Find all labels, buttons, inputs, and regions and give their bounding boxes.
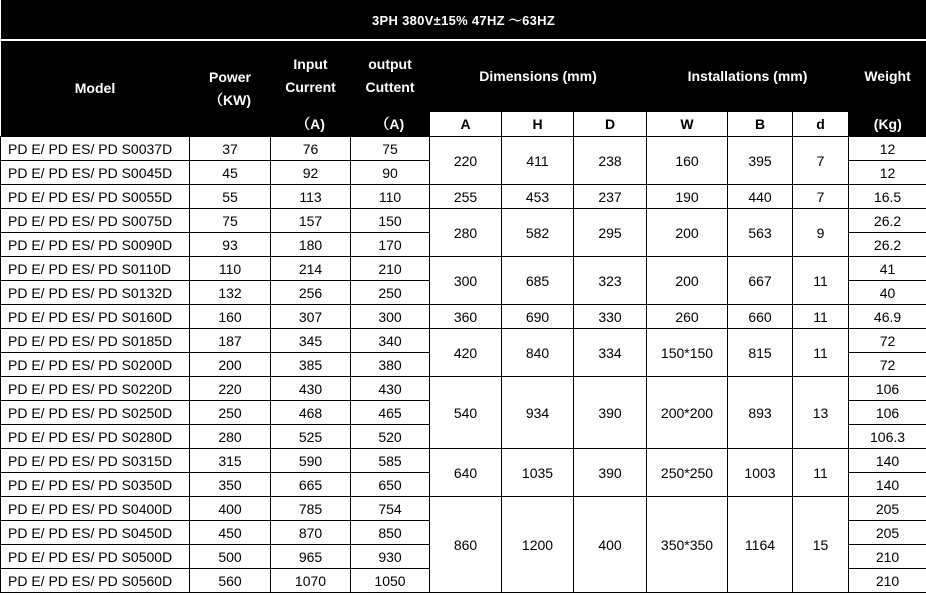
dim-a-cell: 360: [430, 305, 502, 329]
spec-body: [1, 137, 926, 593]
table-row: [1, 137, 926, 161]
power-cell: 250: [190, 401, 271, 425]
model-cell: PD E/ PD ES/ PD S0500D: [1, 545, 190, 569]
inst-d-cell: 15: [793, 497, 849, 593]
input-current-cell: 385: [271, 353, 351, 377]
input-current-cell: 870: [271, 521, 351, 545]
input-current-header: [271, 41, 351, 112]
table-row: [1, 305, 926, 329]
dim-col-a: A: [430, 112, 502, 137]
weight-cell: 26.2: [849, 209, 926, 233]
power-cell: 45: [190, 161, 271, 185]
dim-h-cell: 685: [502, 257, 574, 305]
inst-col-d: d: [793, 112, 849, 137]
input-current-cell: 256: [271, 281, 351, 305]
inst-b-cell: 440: [728, 185, 793, 209]
weight-cell: 205: [849, 521, 926, 545]
power-header-unit: （KW): [209, 91, 251, 108]
inst-d-cell: 11: [793, 257, 849, 305]
weight-cell: 16.5: [849, 185, 926, 209]
header-row-main: [1, 41, 926, 112]
inst-w-cell: 250*250: [647, 449, 728, 497]
weight-header: Weight: [849, 41, 926, 112]
weight-cell: 106: [849, 401, 926, 425]
inst-d-cell: 7: [793, 185, 849, 209]
weight-cell: 106: [849, 377, 926, 401]
power-cell: 400: [190, 497, 271, 521]
dimensions-header: Dimensions (mm): [430, 41, 647, 112]
dim-d-cell: 295: [574, 209, 647, 257]
input-current-cell: 76: [271, 137, 351, 161]
output-current-cell: 110: [351, 185, 430, 209]
model-cell: PD E/ PD ES/ PD S0037D: [1, 137, 190, 161]
table-row: [1, 329, 926, 353]
weight-unit: (Kg): [849, 112, 926, 137]
inst-d-cell: 13: [793, 377, 849, 449]
model-cell: PD E/ PD ES/ PD S0090D: [1, 233, 190, 257]
table-row: [1, 449, 926, 473]
output-current-cell: 170: [351, 233, 430, 257]
model-cell: PD E/ PD ES/ PD S0315D: [1, 449, 190, 473]
inst-d-cell: 11: [793, 449, 849, 497]
dim-h-cell: 453: [502, 185, 574, 209]
power-cell: 110: [190, 257, 271, 281]
dim-d-cell: 390: [574, 449, 647, 497]
input-current-cell: 113: [271, 185, 351, 209]
inst-d-cell: 11: [793, 305, 849, 329]
power-cell: 187: [190, 329, 271, 353]
model-header: Model: [1, 41, 190, 137]
inst-w-cell: 150*150: [647, 329, 728, 377]
dim-a-cell: 220: [430, 137, 502, 185]
dim-h-cell: 411: [502, 137, 574, 185]
input-current-cell: 430: [271, 377, 351, 401]
power-cell: 500: [190, 545, 271, 569]
input-current-cell: 157: [271, 209, 351, 233]
inst-col-w: W: [647, 112, 728, 137]
inst-w-cell: 160: [647, 137, 728, 185]
dim-d-cell: 237: [574, 185, 647, 209]
inst-w-cell: 200*200: [647, 377, 728, 449]
power-cell: 220: [190, 377, 271, 401]
weight-cell: 72: [849, 329, 926, 353]
title-row: [1, 0, 926, 39]
table-row: [1, 185, 926, 209]
weight-cell: 205: [849, 497, 926, 521]
table-row: [1, 209, 926, 233]
weight-cell: 46.9: [849, 305, 926, 329]
model-cell: PD E/ PD ES/ PD S0132D: [1, 281, 190, 305]
model-cell: PD E/ PD ES/ PD S0185D: [1, 329, 190, 353]
output-current-cell: 90: [351, 161, 430, 185]
weight-cell: 140: [849, 449, 926, 473]
inst-b-cell: 1164: [728, 497, 793, 593]
weight-cell: 41: [849, 257, 926, 281]
model-cell: PD E/ PD ES/ PD S0350D: [1, 473, 190, 497]
model-cell: PD E/ PD ES/ PD S0160D: [1, 305, 190, 329]
power-header-label: Power: [208, 68, 251, 85]
inst-b-cell: 395: [728, 137, 793, 185]
input-current-cell: 180: [271, 233, 351, 257]
output-current-cell: 465: [351, 401, 430, 425]
dim-a-cell: 300: [430, 257, 502, 305]
table-title: 3PH 380V±15% 47HZ ～63HZ: [1, 0, 926, 39]
input-current-cell: 1070: [271, 569, 351, 593]
input-current-cell: 92: [271, 161, 351, 185]
inst-b-cell: 667: [728, 257, 793, 305]
dim-h-cell: 840: [502, 329, 574, 377]
dim-d-cell: 238: [574, 137, 647, 185]
dim-d-cell: 323: [574, 257, 647, 305]
output-current-cell: 250: [351, 281, 430, 305]
dim-a-cell: 280: [430, 209, 502, 257]
weight-cell: 40: [849, 281, 926, 305]
model-cell: PD E/ PD ES/ PD S0055D: [1, 185, 190, 209]
weight-cell: 12: [849, 137, 926, 161]
model-cell: PD E/ PD ES/ PD S0250D: [1, 401, 190, 425]
model-cell: PD E/ PD ES/ PD S0450D: [1, 521, 190, 545]
weight-cell: 72: [849, 353, 926, 377]
input-current-cell: 214: [271, 257, 351, 281]
model-cell: PD E/ PD ES/ PD S0560D: [1, 569, 190, 593]
output-current-cell: 150: [351, 209, 430, 233]
dim-a-cell: 420: [430, 329, 502, 377]
power-header: [190, 41, 271, 137]
output-current-cell: 430: [351, 377, 430, 401]
weight-cell: 26.2: [849, 233, 926, 257]
output-current-cell: 210: [351, 257, 430, 281]
installations-header: Installations (mm): [647, 41, 849, 112]
output-current-cell: 1050: [351, 569, 430, 593]
inst-b-cell: 893: [728, 377, 793, 449]
power-cell: 560: [190, 569, 271, 593]
output-current-cell: 380: [351, 353, 430, 377]
output-current-cell: 930: [351, 545, 430, 569]
inst-w-cell: 350*350: [647, 497, 728, 593]
model-cell: PD E/ PD ES/ PD S0110D: [1, 257, 190, 281]
inst-b-cell: 563: [728, 209, 793, 257]
input-unit: （A): [271, 112, 351, 137]
model-cell: PD E/ PD ES/ PD S0045D: [1, 161, 190, 185]
table-row: [1, 497, 926, 521]
output-unit: （A): [351, 112, 430, 137]
inst-w-cell: 200: [647, 257, 728, 305]
power-cell: 37: [190, 137, 271, 161]
dim-h-cell: 690: [502, 305, 574, 329]
inst-d-cell: 7: [793, 137, 849, 185]
output-current-cell: 585: [351, 449, 430, 473]
dim-a-cell: 640: [430, 449, 502, 497]
dim-h-cell: 934: [502, 377, 574, 449]
weight-cell: 140: [849, 473, 926, 497]
output-current-header: [351, 41, 430, 112]
table-row: [1, 377, 926, 401]
input-current-cell: 590: [271, 449, 351, 473]
power-cell: 75: [190, 209, 271, 233]
dim-col-d: D: [574, 112, 647, 137]
inst-w-cell: 260: [647, 305, 728, 329]
input-current-cell: 468: [271, 401, 351, 425]
inst-d-cell: 11: [793, 329, 849, 377]
dim-a-cell: 255: [430, 185, 502, 209]
power-cell: 55: [190, 185, 271, 209]
output-current-label-2: Cuttent: [365, 79, 415, 96]
inst-w-cell: 190: [647, 185, 728, 209]
model-cell: PD E/ PD ES/ PD S0075D: [1, 209, 190, 233]
input-current-label-2: Current: [285, 79, 336, 96]
power-cell: 350: [190, 473, 271, 497]
dim-h-cell: 582: [502, 209, 574, 257]
model-cell: PD E/ PD ES/ PD S0220D: [1, 377, 190, 401]
power-cell: 160: [190, 305, 271, 329]
output-current-cell: 340: [351, 329, 430, 353]
weight-cell: 106.3: [849, 425, 926, 449]
output-current-cell: 520: [351, 425, 430, 449]
power-cell: 280: [190, 425, 271, 449]
dim-d-cell: 334: [574, 329, 647, 377]
table-row: [1, 257, 926, 281]
dim-a-cell: 540: [430, 377, 502, 449]
inst-w-cell: 200: [647, 209, 728, 257]
output-current-label-1: output: [368, 56, 412, 73]
output-current-cell: 75: [351, 137, 430, 161]
power-cell: 93: [190, 233, 271, 257]
output-current-cell: 300: [351, 305, 430, 329]
inst-col-b: B: [728, 112, 793, 137]
input-current-label-1: Input: [293, 56, 328, 73]
power-cell: 450: [190, 521, 271, 545]
model-cell: PD E/ PD ES/ PD S0200D: [1, 353, 190, 377]
dim-h-cell: 1200: [502, 497, 574, 593]
model-cell: PD E/ PD ES/ PD S0280D: [1, 425, 190, 449]
weight-cell: 210: [849, 545, 926, 569]
input-current-cell: 785: [271, 497, 351, 521]
dim-a-cell: 860: [430, 497, 502, 593]
inst-b-cell: 815: [728, 329, 793, 377]
input-current-cell: 525: [271, 425, 351, 449]
inst-b-cell: 1003: [728, 449, 793, 497]
input-current-cell: 965: [271, 545, 351, 569]
output-current-cell: 650: [351, 473, 430, 497]
dim-d-cell: 330: [574, 305, 647, 329]
power-cell: 315: [190, 449, 271, 473]
input-current-cell: 345: [271, 329, 351, 353]
power-cell: 132: [190, 281, 271, 305]
dim-d-cell: 400: [574, 497, 647, 593]
model-cell: PD E/ PD ES/ PD S0400D: [1, 497, 190, 521]
dim-d-cell: 390: [574, 377, 647, 449]
inst-b-cell: 660: [728, 305, 793, 329]
input-current-cell: 665: [271, 473, 351, 497]
output-current-cell: 850: [351, 521, 430, 545]
power-cell: 200: [190, 353, 271, 377]
dim-h-cell: 1035: [502, 449, 574, 497]
output-current-cell: 754: [351, 497, 430, 521]
inst-d-cell: 9: [793, 209, 849, 257]
weight-cell: 210: [849, 569, 926, 593]
input-current-cell: 307: [271, 305, 351, 329]
weight-cell: 12: [849, 161, 926, 185]
dim-col-h: H: [502, 112, 574, 137]
